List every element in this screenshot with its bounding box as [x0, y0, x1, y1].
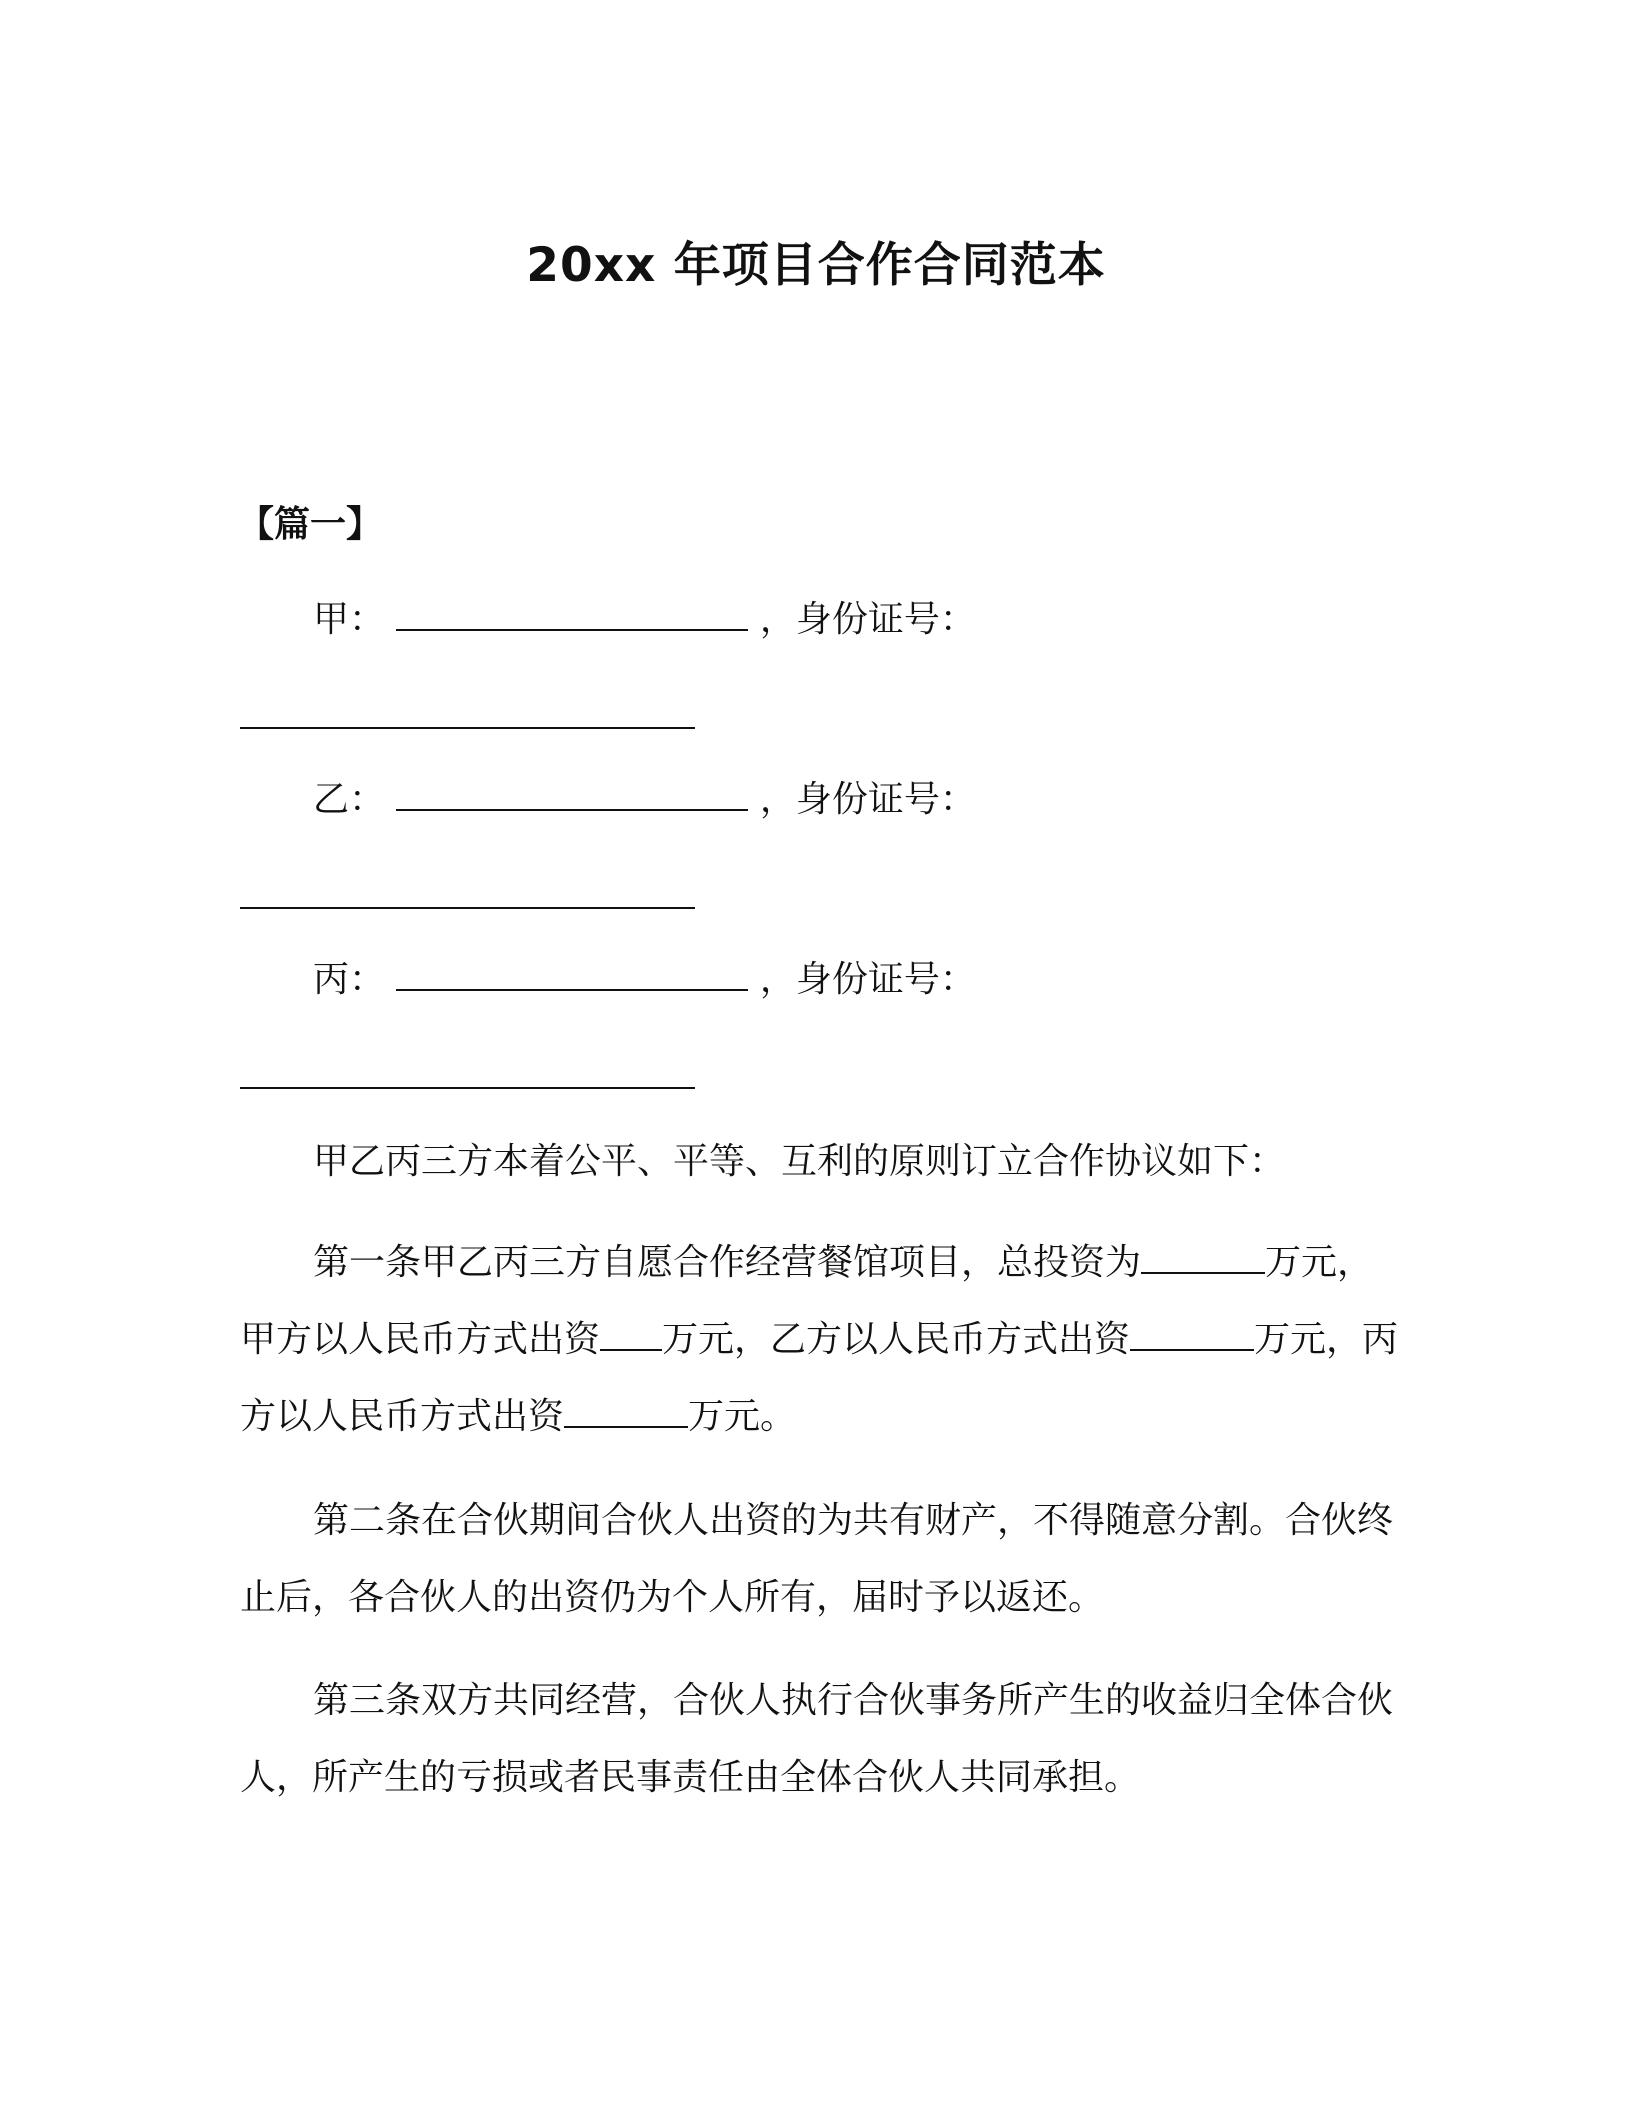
amount-blank — [564, 1394, 688, 1428]
party-line-jia — [313, 596, 976, 644]
party-name: 乙： — [313, 779, 386, 820]
id-label: ，身份证号： — [759, 599, 976, 640]
amount-blank — [1141, 1240, 1265, 1274]
article-1-text: 万元，丙方以人民币方式出资 — [240, 1319, 1399, 1437]
party-line-yi — [313, 776, 976, 824]
article-1-text: 第一条甲乙丙三方自愿合作经营餐馆项目，总投资为 — [313, 1242, 1142, 1283]
article-2: 第二条在合伙期间合伙人出资的为共有财产，不得随意分割。合伙终止后，各合伙人的出资仍为个人所有，届时予以返还。 — [240, 1500, 1394, 1618]
party-line-bing — [313, 956, 976, 1004]
name-blank — [396, 597, 748, 631]
id-blank — [240, 875, 695, 909]
id-blank-line-jia — [240, 694, 695, 742]
id-blank — [240, 1055, 695, 1089]
name-blank — [396, 957, 748, 991]
amount-blank — [600, 1317, 662, 1351]
intro-paragraph: 甲乙丙三方本着公平、平等、互利的原则订立合作协议如下： — [313, 1141, 1286, 1182]
id-label: ，身份证号： — [759, 779, 976, 820]
amount-blank — [1130, 1317, 1254, 1351]
article-1 — [240, 1224, 1400, 1455]
id-blank-line-yi — [240, 874, 695, 922]
section-label: 【篇一】 — [238, 504, 383, 545]
party-name: 丙： — [313, 959, 386, 1000]
id-label: ，身份证号： — [759, 959, 976, 1000]
name-blank — [396, 777, 748, 811]
article-1-text: 万元。 — [688, 1396, 797, 1437]
party-name: 甲： — [313, 599, 386, 640]
id-blank-line-bing — [240, 1054, 695, 1102]
id-blank — [240, 695, 695, 729]
article-1-text: 万元，甲方以人民币方式出资 — [240, 1242, 1374, 1360]
document-title: 20xx 年项目合作合同范本 — [526, 238, 1106, 293]
article-1-text: 万元，乙方以人民币方式出资 — [662, 1319, 1131, 1360]
article-3: 第三条双方共同经营，合伙人执行合伙事务所产生的收益归全体合伙人，所产生的亏损或者民事责任由全体合伙人共同承担。 — [240, 1680, 1394, 1798]
